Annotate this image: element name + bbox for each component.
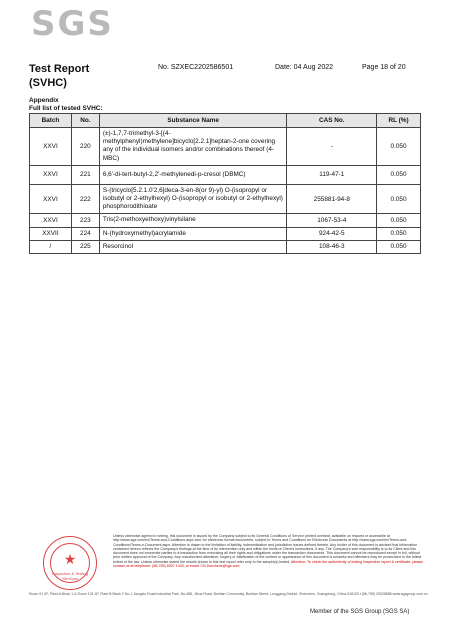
appendix-heading: Appendix	[29, 97, 59, 104]
table-row	[30, 227, 421, 240]
cell-rl: 0.050	[377, 165, 421, 184]
cell-substance: Resorcinol	[99, 240, 287, 253]
cell-substance: N-(hydroxymethyl)acrylamide	[99, 227, 287, 240]
cell-rl: 0.050	[377, 240, 421, 253]
table-row	[30, 184, 421, 214]
report-date: Date: 04 Aug 2022	[275, 64, 333, 71]
col-header-no: No.	[71, 114, 99, 128]
cell-no: 223	[71, 214, 99, 227]
cell-no: 222	[71, 184, 99, 214]
cell-substance: 6,6'-di-tert-butyl-2,2'-methylenedi-p-cresol (DBMC)	[99, 165, 287, 184]
cell-cas: 1067-53-4	[287, 214, 377, 227]
col-header-substance: Substance Name	[99, 114, 287, 128]
cell-batch: XXVII	[30, 227, 72, 240]
table-header-row	[30, 114, 421, 128]
cell-batch: XXVI	[30, 214, 72, 227]
page-number: Page 18 of 20	[362, 64, 406, 71]
cell-batch: XXVI	[30, 165, 72, 184]
stamp-text: Inspection & Testing Services	[52, 571, 88, 581]
cell-no: 224	[71, 227, 99, 240]
cell-batch: /	[30, 240, 72, 253]
footer	[29, 534, 429, 600]
cell-no: 221	[71, 165, 99, 184]
cell-substance: (±)-1,7,7-trimethyl-3-[(4-methylphenyl)methylene]bicyclo[2.2.1]heptan-2-one covering any of the individual isomers and/or combinations thereof (4-MBC)	[99, 128, 287, 166]
cell-substance: S-(tricyclo[5.2.1.0'2,6]deca-3-en-8(or 9)-yl) O-(isopropyl or isobutyl or 2-ethylhexyl) O-(isopropyl or isobutyl or 2-ethylhexyl) phosphorodithioate	[99, 184, 287, 214]
cell-no: 225	[71, 240, 99, 253]
cell-cas: 924-42-5	[287, 227, 377, 240]
cell-rl: 0.050	[377, 128, 421, 166]
star-icon: ★	[63, 551, 77, 567]
legal-text: Unless otherwise agreed in writing, this document is issued by the Company subject to its General Conditions of Service printed overleaf, available on request or accessible at http://www.sgs.com/en/Terms-and-Conditions.aspx and, for electronic format documents, subject to Terms and Conditions for Electronic Documents at http://www.sgs.com/en/Terms-and-Conditions/Terms-e-Document.aspx. Attention is drawn to the limitation of liability, indemnification and jurisdiction issues defined therein. Any holder of this document is advised that information contained hereon reflects the Company's findings at the time of its intervention only and within the limits of Client's instructions, if any. The Company's sole responsibility is to its Client and this document does not exonerate parties to a transaction from exercising all their rights and obligations under the transaction documents. This document cannot be reproduced except in full, without prior written approval of the Company. Any unauthorized alteration, forgery or falsification of the content or appearance of this document is unlawful and offenders may be prosecuted to the fullest extent of the law. Unless otherwise stated the results shown in this test report refer only to the sample(s) tested.	[113, 534, 422, 564]
cell-cas: 108-46-3	[287, 240, 377, 253]
table-row	[30, 128, 421, 166]
cell-substance: Tris(2-methoxyethoxy)vinylsilane	[99, 214, 287, 227]
sgs-seal-stamp	[43, 536, 97, 590]
cell-cas: -	[287, 128, 377, 166]
cell-batch: XXVI	[30, 128, 72, 166]
cell-batch: XXVI	[30, 184, 72, 214]
col-header-cas: CAS No.	[287, 114, 377, 128]
cell-cas: 255881-94-8	[287, 184, 377, 214]
table-row	[30, 214, 421, 227]
authenticity-warning: Attention: To check the authenticity of testing /inspection report & certificate, please contact us at telephone: (86-755) 8307 1443, or email: CN.Doccheck@sgs.com	[113, 559, 423, 569]
report-title-line2: (SVHC)	[29, 77, 67, 89]
legal-disclaimer	[113, 534, 423, 568]
cell-no: 220	[71, 128, 99, 166]
report-title-line1: Test Report	[29, 63, 90, 75]
sgs-member-note: Member of the SGS Group (SGS SA)	[310, 609, 410, 615]
cell-rl: 0.050	[377, 184, 421, 214]
list-title: Full list of tested SVHC:	[29, 105, 103, 112]
svhc-table	[29, 113, 421, 254]
report-title	[29, 62, 89, 90]
col-header-batch: Batch	[30, 114, 72, 128]
cell-rl: 0.050	[377, 214, 421, 227]
cell-rl: 0.050	[377, 227, 421, 240]
company-address: Room 01 4F, Plant A Block 1 & Room 101 4F, Plant B Block 2 No.1 Jiangxiu Road Industrial Park, No.488, Jihua Road, Bantian Community, Bantian Street, Longgang District, Shenzhen, Guangdong, China 518129 t (86-755) 25328888 www.sgsgroup.com.cn	[29, 592, 428, 596]
cell-cas: 119-47-1	[287, 165, 377, 184]
table-row	[30, 240, 421, 253]
table-row	[30, 165, 421, 184]
col-header-rl: RL (%)	[377, 114, 421, 128]
report-number: No. SZXEC2202586501	[158, 64, 234, 71]
sgs-logo: SGS	[31, 4, 114, 44]
